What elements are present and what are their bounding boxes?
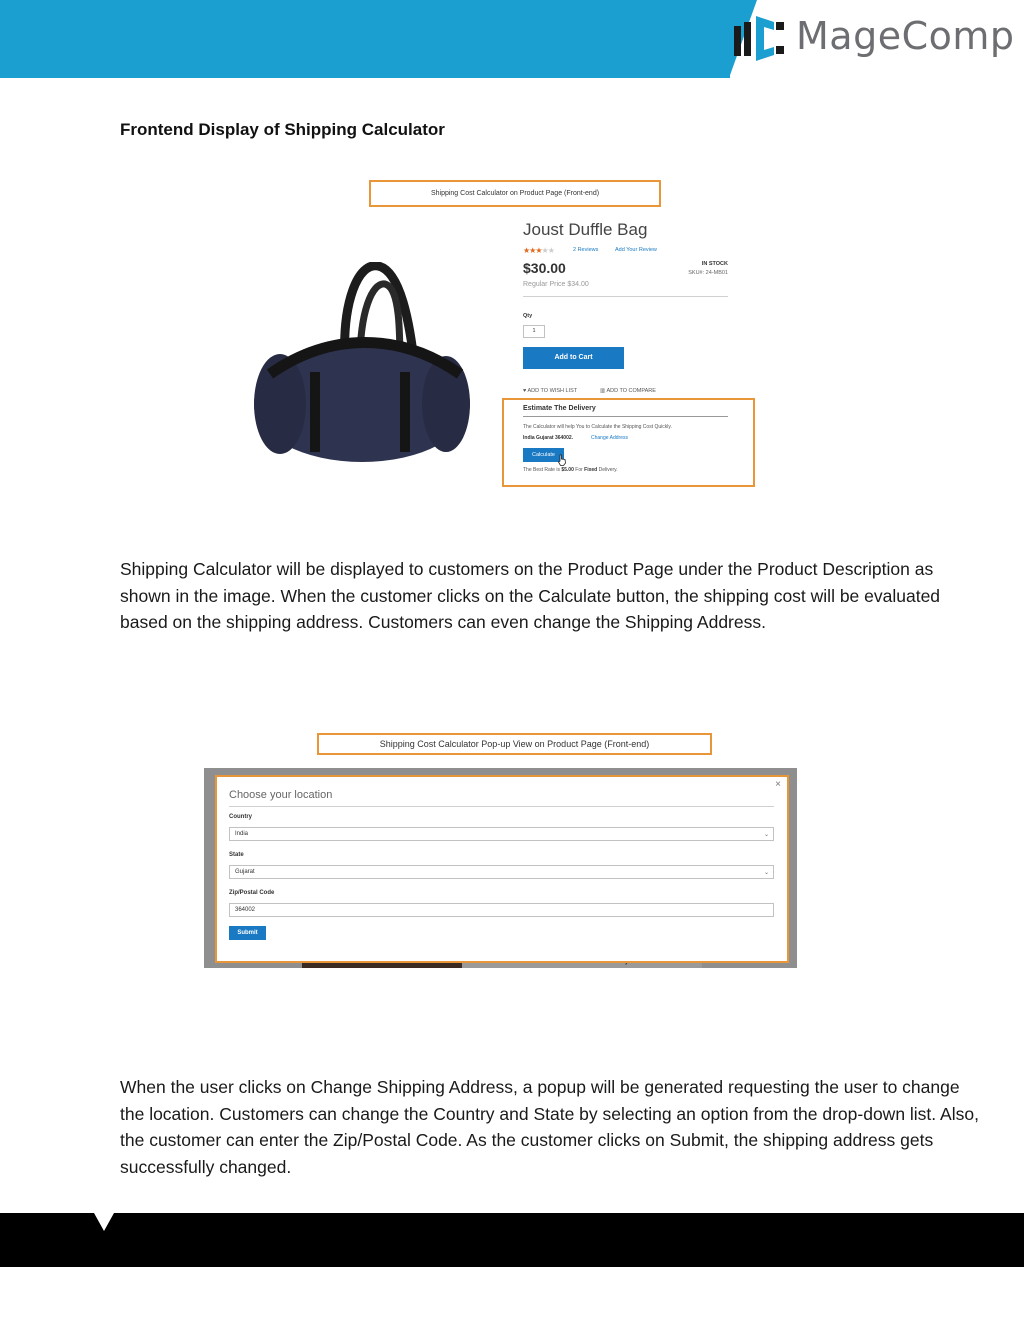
close-icon[interactable]: × bbox=[775, 779, 781, 790]
estimate-delivery-panel bbox=[502, 398, 755, 487]
footer-notch bbox=[94, 1213, 114, 1231]
state-select[interactable] bbox=[229, 865, 774, 879]
rate-value: $5.00 bbox=[561, 467, 574, 473]
submit-button[interactable]: Submit bbox=[229, 926, 266, 940]
rate-suffix: Delivery. bbox=[598, 467, 618, 473]
rate-for: For bbox=[575, 467, 583, 473]
star-icon: ★ bbox=[529, 246, 536, 255]
compare-label: ADD TO COMPARE bbox=[606, 388, 656, 394]
logo bbox=[730, 0, 1024, 78]
rating-stars bbox=[523, 246, 554, 255]
modal-title: Choose your location bbox=[229, 789, 333, 801]
add-to-wish-list-link[interactable] bbox=[523, 388, 577, 394]
star-icon: ★ bbox=[541, 246, 548, 255]
qty-label: Qty bbox=[523, 313, 533, 319]
zip-value: 364002 bbox=[235, 907, 256, 913]
qty-input[interactable]: 1 bbox=[523, 325, 545, 338]
zip-label: Zip/Postal Code bbox=[229, 890, 275, 896]
star-icon: ★ bbox=[547, 246, 554, 255]
country-label: Country bbox=[229, 814, 252, 820]
footer-band bbox=[0, 1213, 1024, 1267]
country-select[interactable] bbox=[229, 827, 774, 841]
product-price: $30.00 bbox=[523, 260, 566, 276]
paragraph: When the user clicks on Change Shipping Address, a popup will be generated requesting the user to change the location. Customers can change the Country and State by selecting an option from the drop-down list. Also, the customer can enter the Zip/Postal Code. As the customer clicks on Submit, the shipping address gets successfully changed. bbox=[120, 1077, 979, 1177]
product-page-screenshot bbox=[240, 172, 905, 550]
divider bbox=[523, 416, 728, 417]
duffle-bag-icon bbox=[250, 262, 475, 472]
hand-cursor-icon bbox=[557, 454, 567, 466]
star-icon: ★ bbox=[523, 246, 530, 255]
wish-list-label: ADD TO WISH LIST bbox=[527, 388, 578, 394]
chevron-down-icon: ⌄ bbox=[763, 832, 769, 838]
chevron-down-icon: ⌄ bbox=[763, 870, 769, 876]
paragraph: Shipping Calculator will be displayed to customers on the Product Page under the Product Description as shown in the image. When the customer clicks on the Calculate button, the shipping cost will be evaluated based on the shipping address. Customers can even change the Shipping Address. bbox=[120, 559, 941, 632]
heart-icon: ♥ bbox=[523, 388, 527, 394]
calculate-button[interactable]: Calculate bbox=[523, 448, 564, 462]
state-label: State bbox=[229, 852, 244, 858]
add-to-compare-link[interactable] bbox=[600, 388, 656, 394]
compare-icon: ▥ bbox=[600, 388, 606, 394]
state-value: Gujarat bbox=[235, 869, 255, 875]
divider bbox=[523, 296, 728, 297]
estimate-rate bbox=[523, 467, 618, 473]
figure-callout: Shipping Cost Calculator Pop-up View on Product Page (Front-end) bbox=[317, 733, 712, 755]
country-value: India bbox=[235, 831, 249, 837]
choose-location-modal bbox=[215, 775, 789, 963]
estimate-title: Estimate The Delivery bbox=[523, 405, 596, 412]
section-heading: Frontend Display of Shipping Calculator bbox=[120, 120, 445, 139]
change-address-link[interactable]: Change Address bbox=[591, 435, 628, 441]
divider bbox=[229, 806, 774, 807]
magecomp-logo-icon bbox=[730, 12, 790, 64]
regular-price: Regular Price $34.00 bbox=[523, 281, 589, 288]
reviews-link[interactable]: 2 Reviews bbox=[573, 247, 599, 253]
add-review-link[interactable]: Add Your Review bbox=[615, 247, 657, 253]
zip-input[interactable] bbox=[229, 903, 774, 917]
header-band bbox=[0, 0, 1024, 78]
stock-status: IN STOCK bbox=[701, 261, 728, 267]
rate-prefix: The Best Rate is bbox=[523, 467, 560, 473]
star-icon: ★ bbox=[535, 246, 542, 255]
logo-text: MageComp bbox=[796, 14, 1015, 58]
rate-method: Fixed bbox=[584, 467, 598, 473]
add-to-cart-button[interactable]: Add to Cart bbox=[523, 347, 624, 369]
estimate-address: India Gujarat 364002. bbox=[523, 435, 574, 441]
estimate-description: The Calculator will help You to Calculate the Shipping Cost Quickly. bbox=[523, 424, 672, 430]
product-sku: SKU#: 24-MB01 bbox=[688, 270, 728, 276]
product-title: Joust Duffle Bag bbox=[523, 220, 648, 239]
figure-callout: Shipping Cost Calculator on Product Page (Front-end) bbox=[369, 180, 661, 207]
